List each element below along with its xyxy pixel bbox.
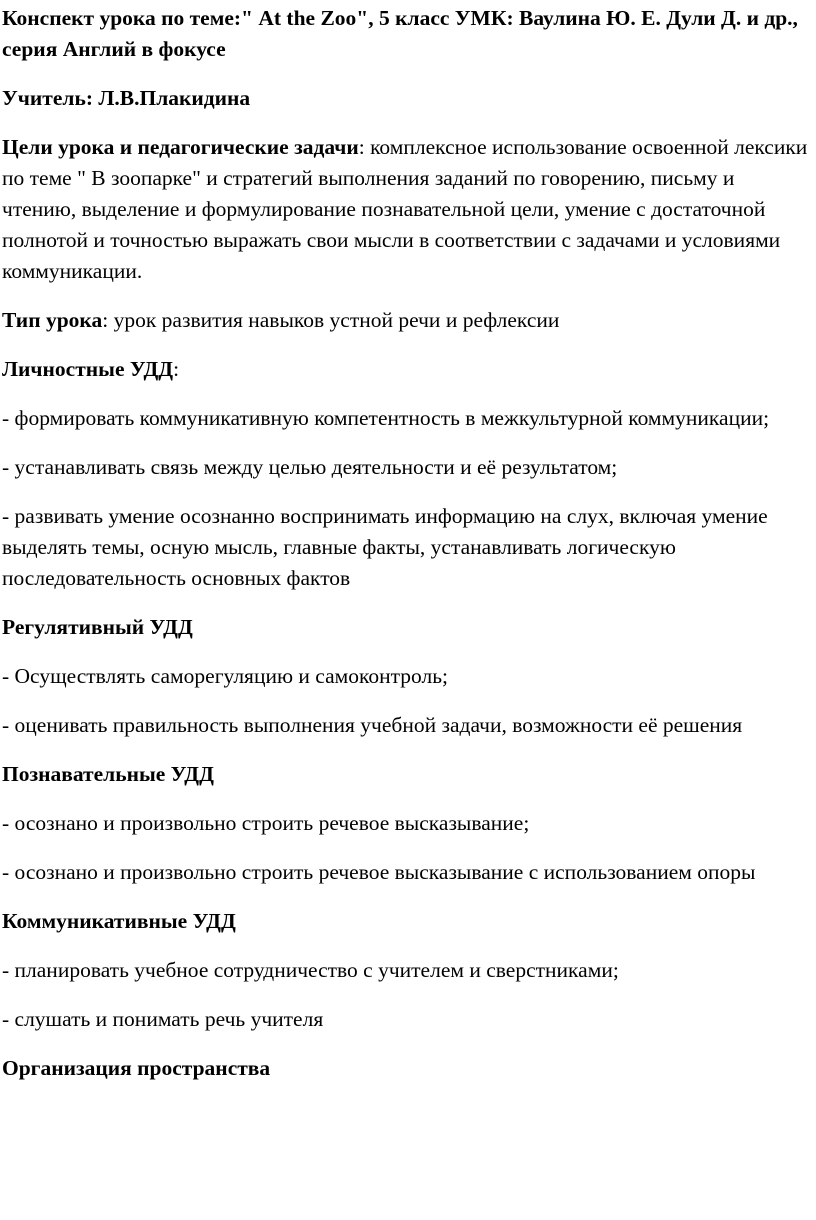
regulatory-item: - оценивать правильность выполнения учебной задачи, возможности её решения [2, 713, 743, 737]
personal-heading [2, 354, 812, 385]
lesson-type-text: : урок развития навыков устной речи и рефлексии [102, 308, 560, 332]
personal-item: - устанавливать связь между целью деятельности и её результатом; [2, 455, 618, 479]
personal-suffix: : [173, 357, 180, 381]
goals-label: Цели урока и педагогические задачи [2, 135, 359, 159]
communicative-item: - слушать и понимать речь учителя [2, 1007, 324, 1031]
document-title: Конспект урока по теме:" At the Zoo", 5 класс УМК: Ваулина Ю. Е. Дули Д. и др., серия Англий в фокусе [2, 6, 798, 61]
lesson-type-label: Тип урока [2, 308, 103, 332]
regulatory-heading: Регулятивный УДД [2, 615, 193, 639]
cognitive-heading: Познавательные УДД [2, 762, 214, 786]
teacher-line: Учитель: Л.В.Плакидина [2, 86, 251, 110]
regulatory-item: - Осуществлять саморегуляцию и самоконтроль; [2, 664, 448, 688]
personal-label: Личностные УДД [2, 357, 174, 381]
cognitive-item: - осознано и произвольно строить речевое высказывание; [2, 811, 530, 835]
goals-paragraph [2, 132, 812, 287]
lesson-type-paragraph [2, 305, 812, 336]
goals-text: : комплексное использование освоенной лексики по теме " В зоопарке" и стратегий выполнения заданий по говорению, письму и чтению, выделение и формулирование познавательной цели, умение с достаточной полнотой и точностью выражать свои мысли в соответствии с задачами и условиями коммуникации. [2, 135, 808, 283]
document-page [2, 0, 812, 1102]
space-heading: Организация пространства [2, 1056, 271, 1080]
personal-item: - развивать умение осознанно воспринимать информацию на слух, включая умение выделять темы, осную мысль, главные факты, устанавливать логическую последовательность основных фактов [2, 504, 768, 590]
communicative-heading: Коммуникативные УДД [2, 909, 236, 933]
cognitive-item: - осознано и произвольно строить речевое высказывание с использованием опоры [2, 860, 756, 884]
personal-item: - формировать коммуникативную компетентность в межкультурной коммуникации; [2, 406, 770, 430]
communicative-item: - планировать учебное сотрудничество с учителем и сверстниками; [2, 958, 619, 982]
